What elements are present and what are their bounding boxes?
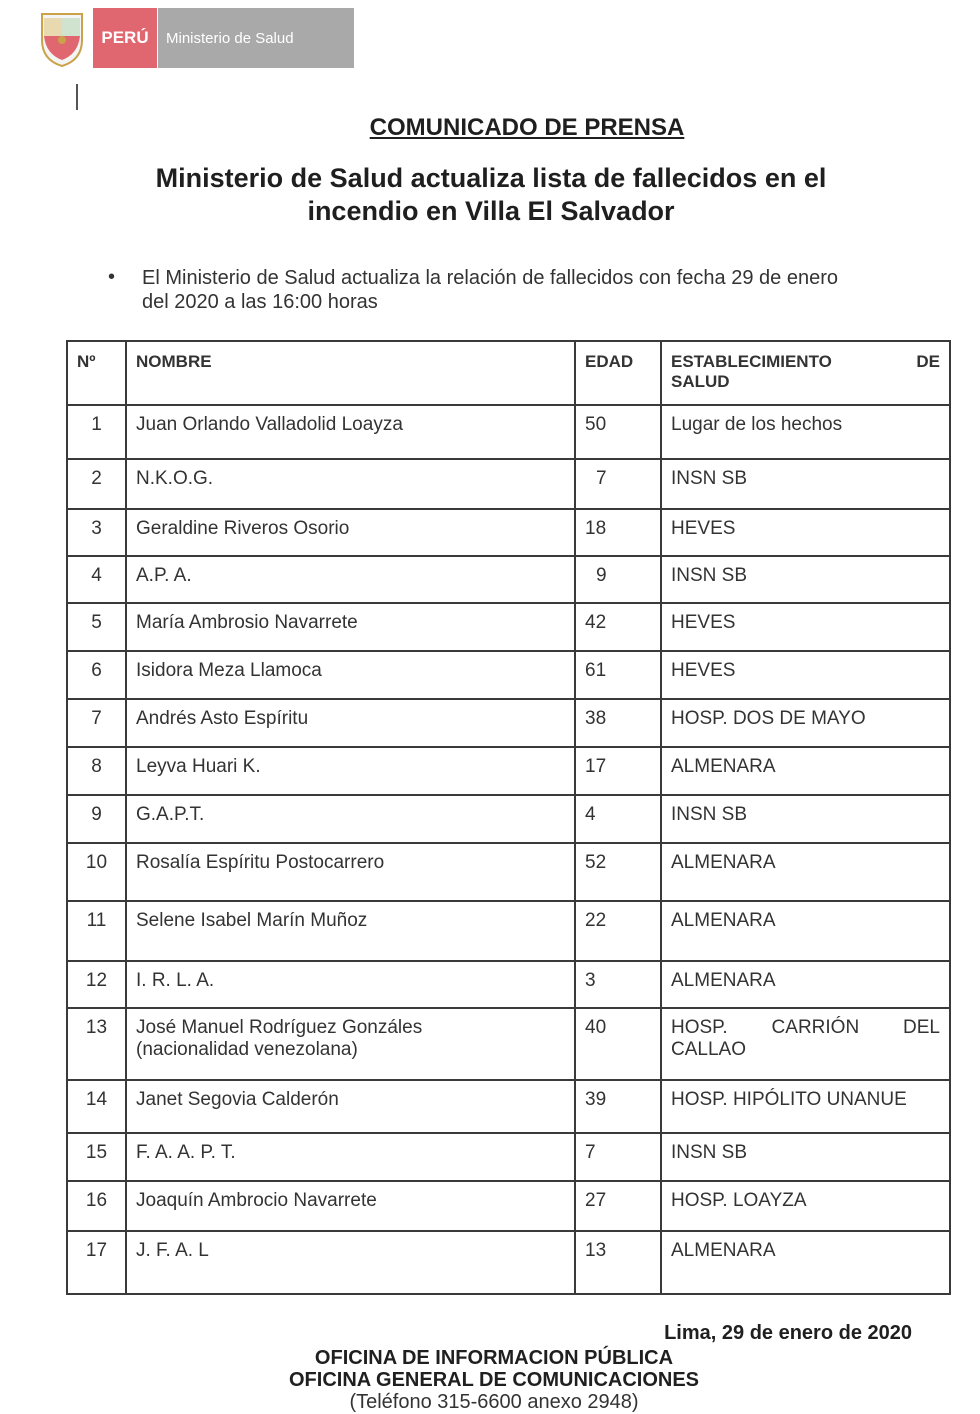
- row-establishment-b: CARRIÓN: [771, 1017, 860, 1038]
- table-row: [67, 603, 950, 651]
- table-row: [67, 459, 950, 509]
- row-name: A.P. A.: [126, 556, 575, 603]
- row-number: 12: [67, 961, 126, 1008]
- col-header-age: EDAD: [575, 341, 661, 405]
- row-establishment-cell: [661, 1008, 950, 1080]
- row-establishment: INSN SB: [661, 1133, 950, 1181]
- headline-line-1: Ministerio de Salud actualiza lista de fallecidos en el: [155, 163, 827, 193]
- row-age: 39: [575, 1080, 661, 1133]
- row-name: J. F. A. L: [126, 1231, 575, 1294]
- document-type-title: COMUNICADO DE PRENSA: [369, 114, 685, 141]
- row-establishment: INSN SB: [661, 795, 950, 843]
- headline-line-2: incendio en Villa El Salvador: [307, 196, 675, 226]
- footer-date: Lima, 29 de enero de 2020: [664, 1322, 912, 1344]
- row-name-cell: [126, 1008, 575, 1080]
- col-header-establishment: [661, 341, 950, 405]
- row-establishment-a: HOSP.: [671, 1017, 728, 1038]
- row-name: Leyva Huari K.: [126, 747, 575, 795]
- table-row: [67, 699, 950, 747]
- row-name: José Manuel Rodríguez Gonzáles: [136, 1017, 423, 1038]
- row-establishment: Lugar de los hechos: [661, 405, 950, 459]
- row-age: 9: [575, 556, 661, 603]
- row-establishment: ALMENARA: [661, 961, 950, 1008]
- brand-peru-label: PERÚ: [93, 8, 157, 68]
- footer-phone: (Teléfono 315-6600 anexo 2948): [349, 1391, 639, 1413]
- table-row: [67, 961, 950, 1008]
- row-age: 3: [575, 961, 661, 1008]
- row-establishment: HOSP. LOAYZA: [661, 1181, 950, 1231]
- headline: [100, 162, 882, 228]
- row-number: 17: [67, 1231, 126, 1294]
- row-establishment: ALMENARA: [661, 843, 950, 901]
- row-age: 61: [575, 651, 661, 699]
- row-number: 9: [67, 795, 126, 843]
- footer-office-1: OFICINA DE INFORMACION PÚBLICA: [314, 1347, 674, 1369]
- table-row: [67, 901, 950, 961]
- row-age: 4: [575, 795, 661, 843]
- row-name: F. A. A. P. T.: [126, 1133, 575, 1181]
- bullet-dot-icon: •: [108, 266, 116, 288]
- row-name: Geraldine Riveros Osorio: [126, 509, 575, 556]
- table-row: [67, 747, 950, 795]
- row-age: 42: [575, 603, 661, 651]
- table-row: [67, 1133, 950, 1181]
- row-number: 8: [67, 747, 126, 795]
- row-name-note: (nacionalidad venezolana): [136, 1039, 358, 1060]
- row-number: 3: [67, 509, 126, 556]
- text-cursor: [76, 84, 78, 110]
- row-name: Andrés Asto Espíritu: [126, 699, 575, 747]
- row-name: Isidora Meza Llamoca: [126, 651, 575, 699]
- bullet-line-2: del 2020 a las 16:00 horas: [142, 291, 378, 313]
- table-row: [67, 843, 950, 901]
- peru-coat-of-arms-icon: [36, 10, 88, 68]
- row-establishment: ALMENARA: [661, 1231, 950, 1294]
- row-establishment-line-2: CALLAO: [671, 1039, 746, 1060]
- brand-ministry-label: Ministerio de Salud: [158, 8, 354, 68]
- row-number: 6: [67, 651, 126, 699]
- row-age: 17: [575, 747, 661, 795]
- row-number: 2: [67, 459, 126, 509]
- table-row: [67, 1181, 950, 1231]
- row-establishment: HEVES: [661, 509, 950, 556]
- row-name: N.K.O.G.: [126, 459, 575, 509]
- row-establishment: ALMENARA: [661, 901, 950, 961]
- row-number: 7: [67, 699, 126, 747]
- row-number: 1: [67, 405, 126, 459]
- row-number: 15: [67, 1133, 126, 1181]
- row-number: 13: [67, 1008, 126, 1080]
- row-number: 11: [67, 901, 126, 961]
- table-row: [67, 509, 950, 556]
- row-age: 13: [575, 1231, 661, 1294]
- table-row: [67, 405, 950, 459]
- row-name: María Ambrosio Navarrete: [126, 603, 575, 651]
- row-age: 38: [575, 699, 661, 747]
- row-name: I. R. L. A.: [126, 961, 575, 1008]
- row-age: 50: [575, 405, 661, 459]
- table-row: [67, 556, 950, 603]
- table-row: [67, 651, 950, 699]
- row-establishment: HOSP. DOS DE MAYO: [661, 699, 950, 747]
- row-number: 4: [67, 556, 126, 603]
- row-number: 16: [67, 1181, 126, 1231]
- col-header-establishment-a: ESTABLECIMIENTO: [671, 352, 832, 371]
- row-name: Selene Isabel Marín Muñoz: [126, 901, 575, 961]
- row-establishment: HEVES: [661, 651, 950, 699]
- row-name: Janet Segovia Calderón: [126, 1080, 575, 1133]
- row-age: 7: [575, 1133, 661, 1181]
- row-establishment: HOSP. HIPÓLITO UNANUE: [661, 1080, 950, 1133]
- table-row: [67, 1008, 950, 1080]
- victims-table: [66, 340, 951, 1295]
- row-age: 7: [575, 459, 661, 509]
- row-age: 27: [575, 1181, 661, 1231]
- row-age: 18: [575, 509, 661, 556]
- row-establishment: HEVES: [661, 603, 950, 651]
- table-row: [67, 1080, 950, 1133]
- col-header-number: Nº: [67, 341, 126, 405]
- row-age: 22: [575, 901, 661, 961]
- row-number: 10: [67, 843, 126, 901]
- row-name: Rosalía Espíritu Postocarrero: [126, 843, 575, 901]
- row-name: Juan Orlando Valladolid Loayza: [126, 405, 575, 459]
- row-establishment: ALMENARA: [661, 747, 950, 795]
- row-age: 52: [575, 843, 661, 901]
- row-number: 14: [67, 1080, 126, 1133]
- col-header-establishment-b: DE: [916, 352, 940, 371]
- footer-office-2: OFICINA GENERAL DE COMUNICACIONES: [288, 1369, 700, 1391]
- row-establishment: INSN SB: [661, 459, 950, 509]
- table-header-row: [67, 341, 950, 405]
- bullet-line-1: El Ministerio de Salud actualiza la relación de fallecidos con fecha 29 de enero: [142, 267, 838, 289]
- col-header-name: NOMBRE: [126, 341, 575, 405]
- row-establishment-c: DEL: [903, 1017, 940, 1038]
- table-row: [67, 1231, 950, 1294]
- row-age: 40: [575, 1008, 661, 1080]
- row-number: 5: [67, 603, 126, 651]
- col-header-establishment-c: SALUD: [671, 372, 730, 391]
- row-name: G.A.P.T.: [126, 795, 575, 843]
- row-name: Joaquín Ambrocio Navarrete: [126, 1181, 575, 1231]
- row-establishment: INSN SB: [661, 556, 950, 603]
- table-row: [67, 795, 950, 843]
